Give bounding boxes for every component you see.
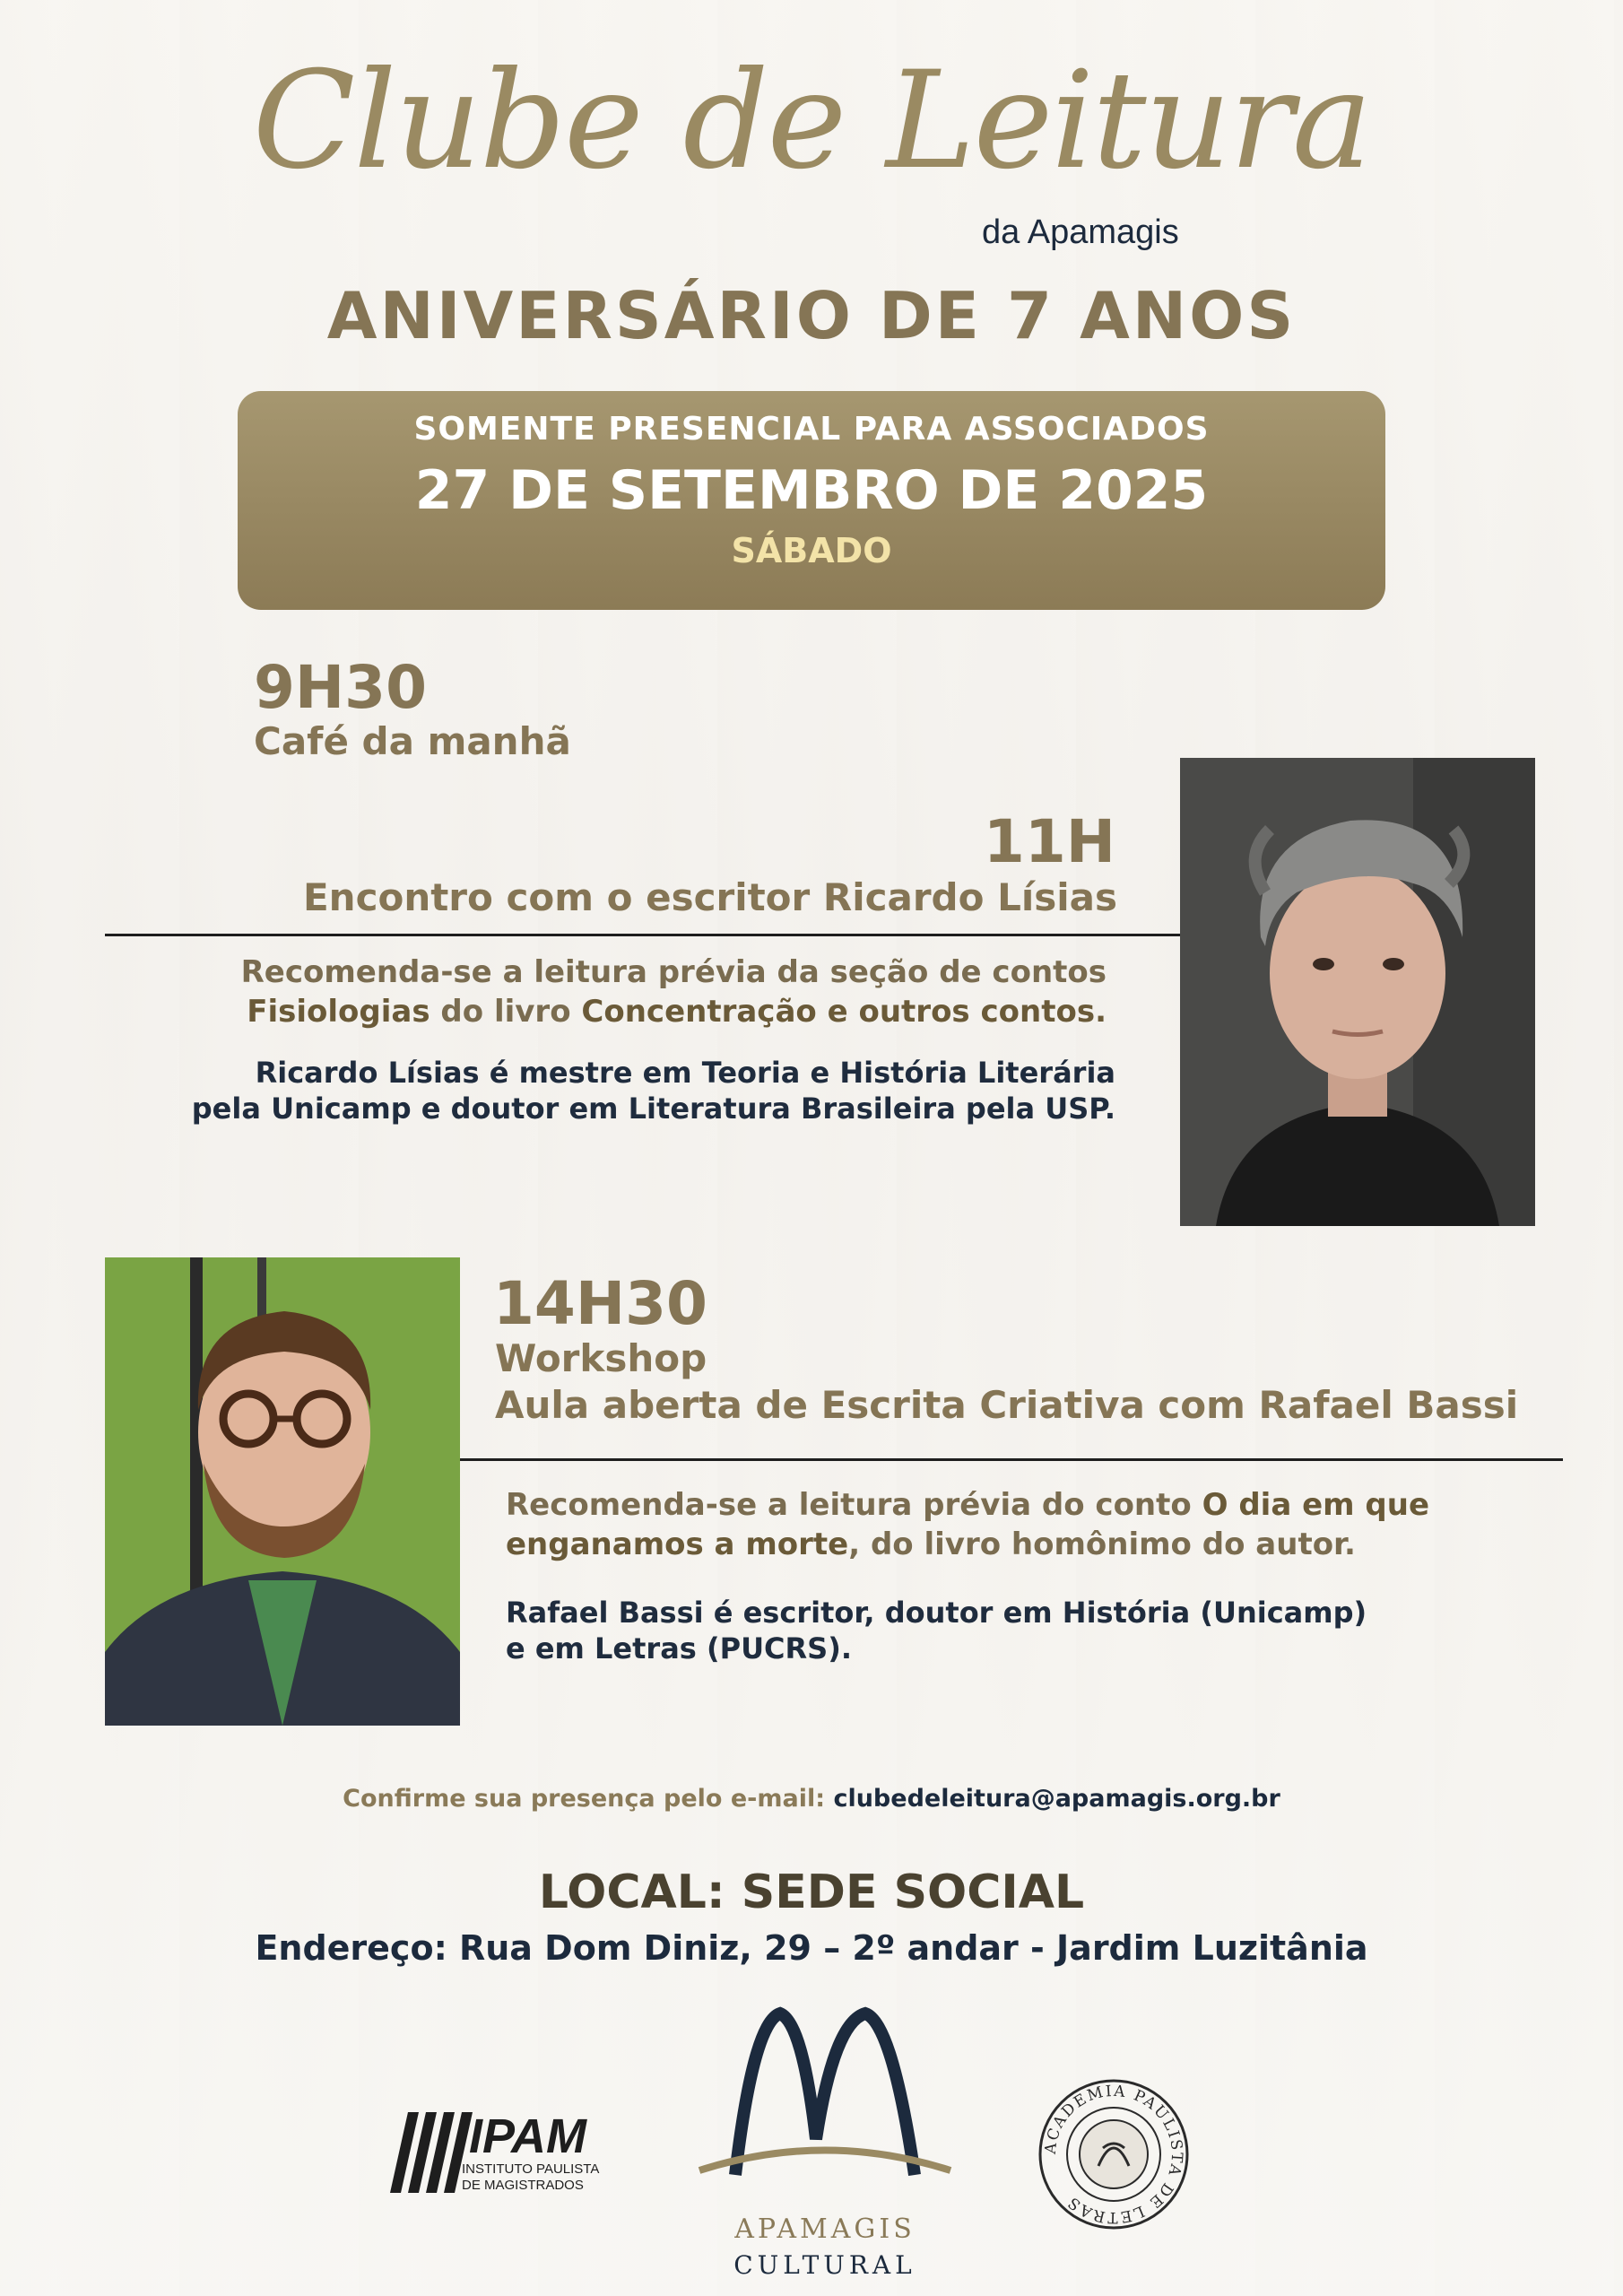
- workshop-title: Aula aberta de Escrita Criativa com Rafael Bassi: [495, 1383, 1519, 1427]
- event-date: 27 DE SETEMBRO DE 2025: [414, 459, 1209, 522]
- rec-intro: Recomenda-se a leitura prévia do conto: [506, 1487, 1202, 1523]
- meeting-bio-line2: pela Unicamp e doutor em Literatura Brasileira pela USP.: [191, 1091, 1115, 1126]
- rec-outro: , do livro homônimo do autor.: [848, 1526, 1356, 1562]
- meeting-title: Encontro com o escritor Ricardo Lísias: [302, 875, 1117, 919]
- anniversary-heading: ANIVERSÁRIO DE 7 ANOS: [326, 278, 1297, 353]
- workshop-bio: [506, 1595, 1367, 1666]
- academia-paulista-seal: [1036, 2076, 1193, 2233]
- seal-text: ACADEMIA PAULISTA DE LETRAS: [1041, 2082, 1186, 2227]
- rsvp-line: [0, 1785, 1623, 1813]
- ipam-logo: [390, 2103, 605, 2202]
- workshop-rec-line1: [506, 1485, 1429, 1525]
- venue-heading: LOCAL: SEDE SOCIAL: [538, 1866, 1085, 1919]
- meeting-bio: [192, 1055, 1115, 1126]
- meeting-recommendation: [241, 952, 1107, 1031]
- meeting-time: 11H: [983, 807, 1115, 876]
- workshop-recommendation: [506, 1485, 1429, 1564]
- story-section: Fisiologias: [247, 994, 430, 1030]
- workshop-time: 14H30: [493, 1269, 707, 1338]
- story-title-2: enganamos a morte: [506, 1526, 849, 1562]
- meeting-divider: [105, 934, 1180, 936]
- workshop-divider: [460, 1458, 1563, 1461]
- breakfast-title: Café da manhã: [254, 719, 571, 763]
- venue-address: Endereço: Rua Dom Diniz, 29 – 2º andar - Jardim Luzitânia: [255, 1928, 1368, 1968]
- rsvp-email[interactable]: clubedeleitura@apamagis.org.br: [833, 1785, 1280, 1813]
- event-weekday: SÁBADO: [731, 531, 892, 570]
- meeting-rec-line2: [241, 992, 1107, 1031]
- workshop-bio-line1: Rafael Bassi é escritor, doutor em História (Unicamp): [506, 1596, 1367, 1630]
- club-title: Clube de Leitura: [252, 43, 1371, 199]
- workshop-bio-line2: e em Letras (PUCRS).: [506, 1631, 852, 1665]
- club-subtitle: da Apamagis: [982, 213, 1179, 251]
- rsvp-label: Confirme sua presença pelo e-mail:: [343, 1785, 834, 1813]
- breakfast-time: 9H30: [254, 653, 428, 722]
- ipam-sub-2: DE MAGISTRADOS: [462, 2178, 584, 2193]
- workshop-label: Workshop: [495, 1336, 707, 1380]
- cultural-word: CULTURAL: [733, 2250, 916, 2280]
- rafael-bassi-photo: [105, 1257, 460, 1726]
- story-title-1: O dia em que: [1202, 1487, 1430, 1523]
- ipam-sub-1: INSTITUTO PAULISTA: [462, 2161, 600, 2177]
- apamagis-word: APAMAGIS: [734, 2213, 916, 2245]
- meeting-bio-line1: Ricardo Lísias é mestre em Teoria e História Literária: [255, 1056, 1115, 1090]
- date-banner: [238, 391, 1385, 610]
- ipam-name: IPAM: [469, 2109, 586, 2163]
- book-title: Concentração e outros contos.: [581, 994, 1107, 1030]
- rec-connector: do livro: [430, 994, 582, 1030]
- workshop-rec-line2: [506, 1525, 1429, 1564]
- apamagis-cultural-logo: [690, 2005, 959, 2283]
- attendance-note: SOMENTE PRESENCIAL PARA ASSOCIADOS: [413, 411, 1210, 448]
- ricardo-lisias-photo: [1180, 758, 1535, 1226]
- meeting-rec-line1: Recomenda-se a leitura prévia da seção de contos: [240, 954, 1107, 990]
